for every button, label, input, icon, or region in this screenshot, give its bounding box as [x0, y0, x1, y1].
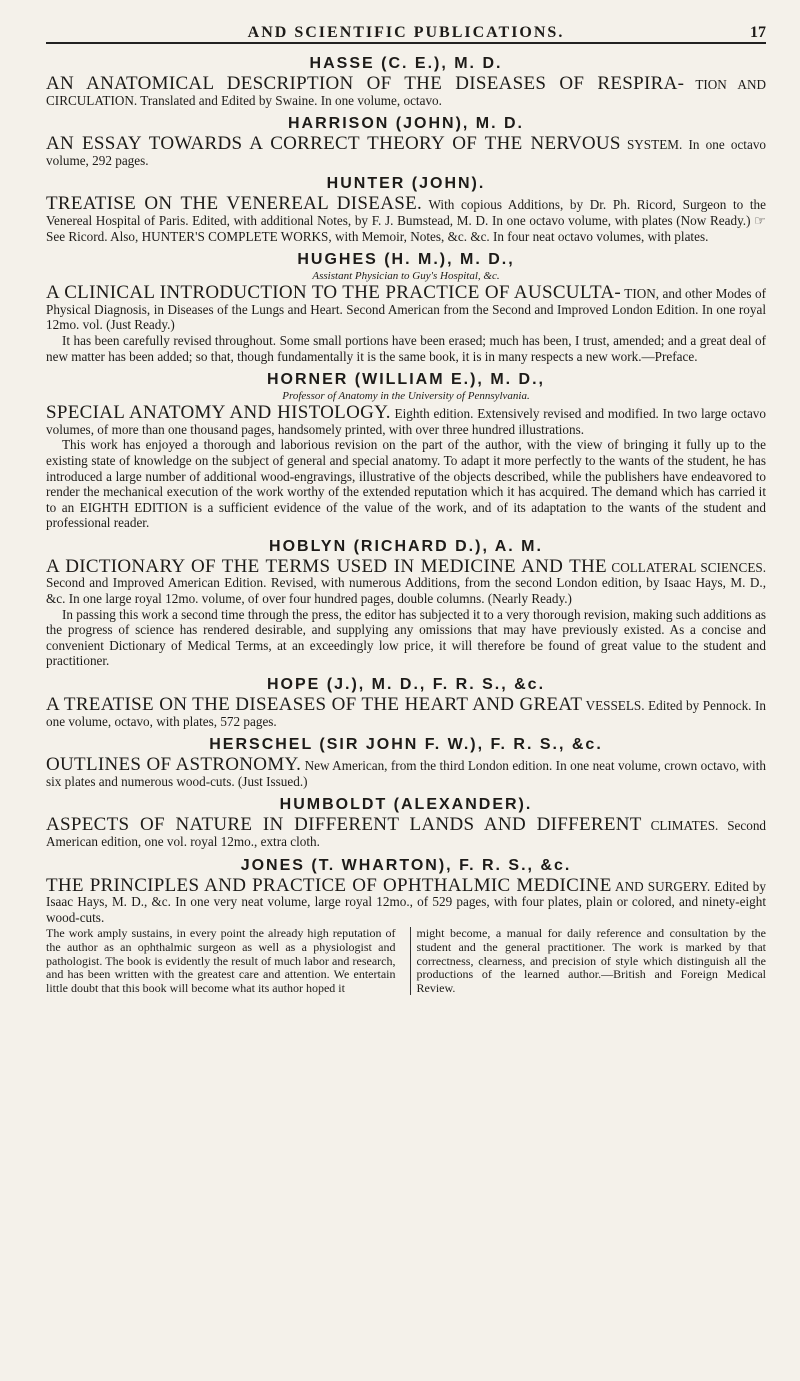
entry-body — [46, 73, 767, 108]
entry-hope — [46, 675, 766, 729]
author-role: Assistant Physician to Guy's Hospital, &c. — [312, 270, 500, 283]
entry-body — [46, 814, 767, 849]
book-title: SPECIAL ANATOMY AND HISTOLOGY. — [46, 402, 391, 424]
author-role: Professor of Anatomy in the University of Pennsylvania. — [282, 390, 530, 403]
entry-hunter — [46, 174, 766, 244]
author-heading: HOBLYN (RICHARD D.), A. M. — [269, 537, 543, 555]
book-title: A TREATISE ON THE DISEASES OF THE HEART AND GREAT — [46, 694, 583, 716]
entry-body — [46, 133, 767, 168]
author-heading: HORNER (WILLIAM E.), M. D., — [267, 371, 545, 389]
book-description: With copious Additions, by Dr. Ph. Ricord, Surgeon to the Venereal Hospital of Paris. Edited, with additional Notes, by F. J. Bumstead, M. D. In one octavo volume, with plates (Now Ready.) ☞ See Ricord. Also, HUNTER'S COMPLETE WORKS, with Memoir, Notes, &c. &c. In four neat octavo volumes, with plates. — [46, 197, 767, 244]
book-description: AND SURGERY. Edited by Isaac Hays, M. D., &c. In one very neat volume, large royal 12mo., of 529 pages, with four plates, plain or colored, and ninety-eight wood-cuts. — [46, 878, 766, 925]
book-title: AN ANATOMICAL DESCRIPTION OF THE DISEASES OF RESPIRA- — [46, 73, 685, 94]
entry-note: It has been carefully revised throughout. Some small portions have been erased; much has been, I trust, amended; and a great deal of new matter has been added; so that, though fundamentally it is the same book, it is in many respects a new work.—Preface. — [46, 332, 766, 364]
entry-body — [46, 193, 767, 244]
entry-body — [46, 402, 766, 437]
book-title: THE PRINCIPLES AND PRACTICE OF OPHTHALMIC MEDICINE — [46, 874, 612, 896]
entry-jones — [46, 856, 766, 996]
book-title: A CLINICAL INTRODUCTION TO THE PRACTICE OF AUSCULTA- — [46, 282, 622, 304]
entry-body — [46, 282, 766, 333]
author-heading: HERSCHEL (SIR JOHN F. W.), F. R. S., &c. — [209, 736, 603, 754]
book-description: Eighth edition. Extensively revised and modified. In two large octavo volumes, of more than one thousand pages, handsomely printed, with over three hundred illustrations. — [46, 406, 766, 437]
entry-herschel — [46, 735, 766, 789]
book-description: TION AND CIRCULATION. Translated and Edited by Swaine. In one volume, octavo. — [46, 77, 767, 108]
running-header — [46, 24, 766, 44]
running-title: AND SCIENTIFIC PUBLICATIONS. — [247, 24, 565, 41]
author-heading: HASSE (C. E.), M. D. — [309, 55, 503, 72]
review-left-column: The work amply sustains, in every point the already high reputation of the author as an ophthalmic surgeon as well as a physiologist and pathologist. The book is evidently the result of much labor and research, and has been written with the greatest care and attention. We entertain little doubt that this book will become what its author hoped it — [46, 926, 396, 995]
author-heading: HARRISON (JOHN), M. D. — [288, 115, 524, 133]
entry-hoblyn — [46, 537, 766, 669]
entry-body — [46, 754, 766, 789]
book-description: VESSELS. Edited by Pennock. In one volume, octavo, with plates, 572 pages. — [46, 698, 766, 729]
review-columns — [46, 927, 766, 995]
book-description: TION, and other Modes of Physical Diagnosis, in Diseases of the Lungs and Heart. Second American from the Second and Improved London Edition. In one royal 12mo. vol. (Just Ready.) — [46, 286, 766, 333]
book-description: New American, from the third London edition. In one neat volume, crown octavo, with six plates and numerous wood-cuts. (Just Issued.) — [46, 758, 766, 789]
entry-note: In passing this work a second time through the press, the editor has subjected it to a very thorough revision, making such additions as the progress of science has rendered desirable, and supplying any omissions that may have previously existed. As a concise and convenient Dictionary of Medical Terms, at an exceedingly low price, it will therefore be found of great value to the student and practitioner. — [46, 606, 766, 669]
book-description: COLLATERAL SCIENCES. Second and Improved American Edition. Revised, with numerous Additions, from the second London edition, by Isaac Hays, M. D., &c. In one large royal 12mo. volume, of over four hundred pages, double columns. (Nearly Ready.) — [46, 559, 766, 607]
entry-body — [46, 874, 766, 926]
book-description: CLIMATES. Second American edition, one vol. royal 12mo., extra cloth. — [46, 818, 767, 849]
author-heading: JONES (T. WHARTON), F. R. S., &c. — [240, 856, 572, 874]
entry-horner — [46, 370, 766, 531]
author-heading: HUNTER (JOHN). — [326, 175, 486, 193]
page-number: 17 — [750, 24, 766, 41]
book-description: SYSTEM. In one octavo volume, 292 pages. — [46, 137, 767, 168]
entry-body — [46, 694, 766, 729]
author-heading: HOPE (J.), M. D., F. R. S., &c. — [266, 676, 546, 694]
entry-humboldt — [46, 795, 766, 849]
author-heading: HUMBOLDT (ALEXANDER). — [279, 796, 533, 814]
entry-hasse — [46, 54, 766, 108]
entry-note: This work has enjoyed a thorough and laborious revision on the part of the author, with the view of bringing it fully up to the existing state of knowledge on the subject of general and special anatomy. To adapt it more perfectly to the wants of the student, he has introduced a large number of additional wood-engravings, illustrative of the objects described, while the publishers have endeavored to render the mechanical execution of the work worthy of the extended reputation which it has acquired. The demand which has carried it to an EIGHTH EDITION is a sufficient evidence of the value of the work, and of its adaptation to the wants of the student and professional reader. — [46, 437, 766, 531]
book-title: ASPECTS OF NATURE IN DIFFERENT LANDS AND DIFFERENT — [46, 814, 642, 836]
book-title: OUTLINES OF ASTRONOMY. — [46, 754, 302, 776]
entry-hughes — [46, 250, 766, 364]
book-title: TREATISE ON THE VENEREAL DISEASE. — [46, 193, 423, 215]
book-title: AN ESSAY TOWARDS A CORRECT THEORY OF THE NERVOUS — [46, 133, 621, 155]
book-title: A DICTIONARY OF THE TERMS USED IN MEDICINE AND THE — [46, 555, 607, 577]
entry-harrison — [46, 114, 766, 168]
author-heading: HUGHES (H. M.), M. D., — [297, 251, 515, 269]
entry-body — [46, 555, 766, 607]
review-right-column: might become, a manual for daily reference and consultation by the student and the general practitioner. The work is marked by that correctness, clearness, and precision of style which distinguish all the productions of the learned author.—British and Foreign Medical Review. — [410, 927, 767, 995]
